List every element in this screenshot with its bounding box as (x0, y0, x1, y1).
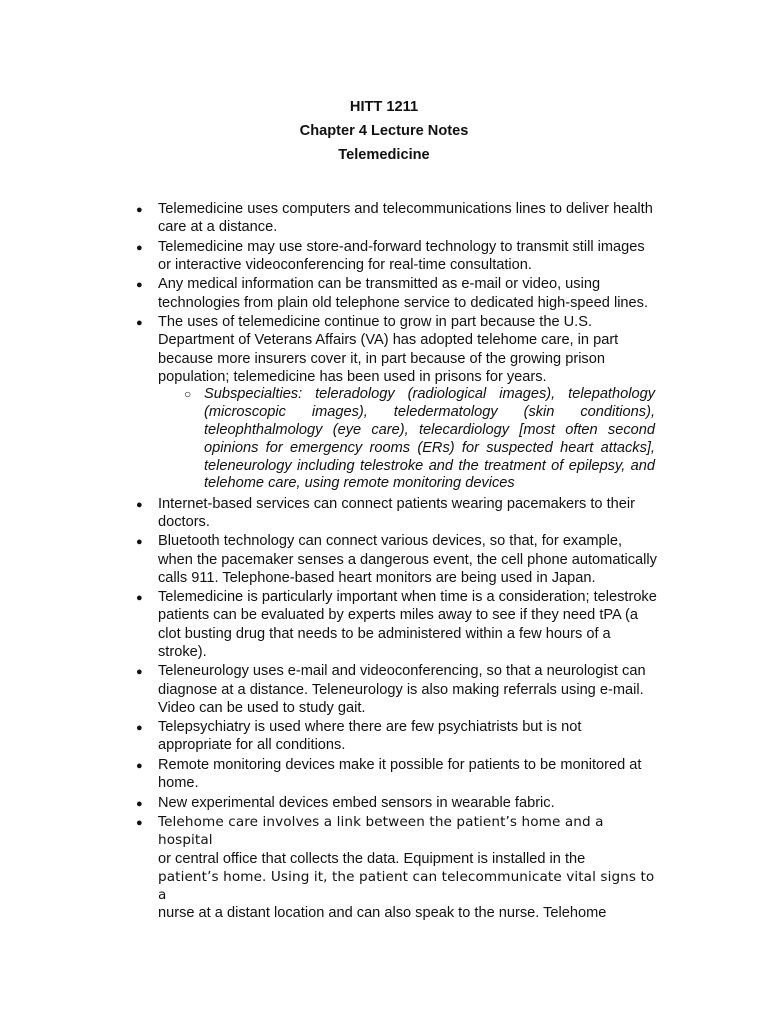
list-item-text: Telemedicine may use store-and-forward technology to transmit still images or interactive videoconferencing for real-time consultation. (158, 238, 645, 273)
list-item-text-line: nurse at a distant location and can also speak to the nurse. Telehome (158, 905, 607, 922)
sub-list-item (184, 385, 655, 493)
list-item-text: The uses of telemedicine continue to grow in part because the U.S. Department of Veterans Affairs (VA) has adopted telehome care, in part because more insurers cover it, in part because of the growing prison population; telemedicine has been used in prisons for years. (158, 314, 619, 385)
list-item (136, 718, 658, 754)
bullet-list (136, 200, 658, 924)
list-item (136, 756, 658, 792)
list-item-text: Any medical information can be transmitted as e-mail or video, using technologies from plain old telephone service to dedicated high-speed lines. (158, 276, 649, 311)
list-item-text: New experimental devices embed sensors in wearable fabric. (158, 794, 555, 811)
list-item (136, 275, 658, 311)
bullet-icon: ● (136, 759, 143, 772)
list-item-text-line: patient’s home. Using it, the patient can telecommunicate vital signs to a (158, 868, 655, 903)
list-item (136, 200, 658, 236)
list-item (136, 238, 658, 274)
sub-list-item-text: Subspecialties: teleradology (radiological images), telepathology (microscopic images), teledermatology (skin conditions), teleophthalmology (eye care), telecardiology [most often second opinions for emergency rooms (ERs) for suspected heart attacks], teleneurology including telestroke and the treatment of epilepsy, and telehome care, using remote monitoring devices (204, 385, 655, 492)
bullet-icon: ● (136, 498, 143, 511)
sub-bullet-list (184, 385, 655, 493)
list-item (136, 588, 658, 661)
bullet-icon: ● (136, 722, 143, 735)
topic-title: Telemedicine (338, 147, 430, 163)
bullet-icon: ● (136, 279, 143, 292)
bullet-icon: ● (136, 817, 143, 830)
bullet-icon: ● (136, 317, 143, 330)
list-item-text: Internet-based services can connect patients wearing pacemakers to their doctors. (158, 495, 635, 530)
bullet-icon: ● (136, 666, 143, 679)
list-item-text: Telemedicine uses computers and telecommunications lines to deliver health care at a distance. (158, 201, 653, 236)
list-item-text: Telepsychiatry is used where there are few psychiatrists but is not appropriate for all conditions. (158, 719, 582, 754)
circle-bullet-icon: ○ (184, 386, 192, 401)
bullet-icon: ● (136, 797, 143, 810)
list-item (136, 495, 658, 531)
list-item-text: Bluetooth technology can connect various devices, so that, for example, when the pacemaker senses a dangerous event, the cell phone automatically calls 911. Telephone-based heart monitors are being used in Japan. (158, 533, 657, 586)
course-code: HITT 1211 (349, 99, 419, 115)
list-item (136, 532, 658, 587)
bullet-icon: ● (136, 592, 143, 605)
chapter-title: Chapter 4 Lecture Notes (299, 123, 469, 139)
list-item-text: Remote monitoring devices make it possible for patients to be monitored at home. (158, 756, 642, 792)
list-item-text-line: Telehome care involves a link between the patient’s home and a hospital (158, 814, 604, 849)
list-item-text-line: or central office that collects the data. Equipment is installed in the (158, 850, 586, 867)
list-item-text: Telemedicine is particularly important when time is a consideration; telestroke patients can be evaluated by experts miles away to see if they need tPA (a clot busting drug that needs to be administered within a few hours of a stroke). (158, 589, 657, 660)
list-item (136, 794, 658, 812)
list-item (136, 813, 658, 922)
list-item (136, 313, 658, 493)
bullet-icon: ● (136, 241, 143, 254)
bullet-icon: ● (136, 536, 143, 549)
bullet-icon: ● (136, 204, 143, 216)
list-item-text: Teleneurology uses e-mail and videoconferencing, so that a neurologist can diagnose at a distance. Teleneurology is also making referrals using e-mail. Video can be used to study gait. (158, 663, 646, 716)
list-item (136, 662, 658, 717)
